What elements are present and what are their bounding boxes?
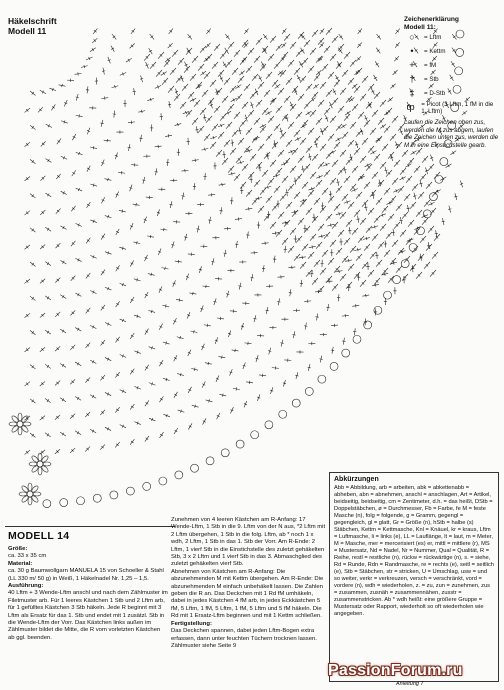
stitch-bar: [169, 204, 172, 205]
legend-symbol-icon: •: [410, 46, 414, 57]
stitch-bar: [175, 91, 178, 92]
stitch-bar: [52, 107, 55, 109]
stitch-bar: [136, 203, 137, 206]
stitch-bar: [207, 324, 208, 327]
stitch-bar: [194, 330, 195, 333]
instruction-paragraph: [171, 621, 326, 643]
stitch-bar: [131, 299, 134, 301]
stitch-bar: [377, 50, 380, 52]
stitch-bar: [236, 387, 237, 390]
picot-mark: [159, 477, 167, 485]
instruction-paragraph: [8, 546, 168, 561]
stitch-bar: [372, 195, 375, 196]
stitch-bar: [140, 78, 143, 79]
stitch-bar: [116, 339, 119, 341]
stitch-bar: [407, 208, 410, 209]
legend-label: = Picot (3 Lftm, 1 fM in die 1. Lftm): [421, 100, 494, 116]
stitch-bar: [47, 194, 49, 197]
stitch-bar: [202, 72, 204, 75]
stitch-bar: [145, 331, 148, 333]
stitch-bar: [62, 330, 64, 333]
stitch-bar: [93, 146, 94, 149]
stitch-bar: [347, 112, 349, 115]
stitch-bar: [47, 228, 49, 231]
stitch-bar: [47, 434, 49, 437]
flower-petal: [28, 497, 32, 505]
legend-symbol-icon: ‡: [409, 88, 415, 99]
flower-petal: [9, 422, 17, 426]
flower-center: [27, 491, 33, 497]
legend-label: = Lftm: [424, 34, 442, 42]
legend-item: [404, 87, 500, 101]
stitch-bar: [210, 105, 213, 106]
stitch-bar: [141, 110, 142, 113]
stitch-bar: [48, 159, 50, 162]
stitch-bar: [63, 261, 65, 264]
abbreviations-box: [329, 472, 499, 682]
stitch-bar: [122, 210, 123, 213]
picot-mark: [342, 349, 350, 357]
legend-symbol-icon: ȹ: [406, 102, 415, 113]
chart-title-line2: Modell 11: [8, 26, 47, 36]
picot-mark: [305, 387, 313, 395]
picot-mark: [330, 362, 338, 370]
stitch-bar: [266, 310, 269, 311]
picot-mark: [292, 399, 300, 407]
stitch-bar: [102, 71, 105, 72]
stitch-bar: [448, 164, 450, 167]
picot-mark: [384, 291, 392, 299]
stitch-bar: [146, 438, 149, 440]
instruction-text: Das Deckchen spannen, dabei jeden Lftm-Bogen extra erfassen, dann unter feuchten Tüchern trocknen lassen.: [171, 628, 317, 642]
stitch-bar: [319, 359, 322, 360]
stitch-bar: [452, 151, 454, 154]
stitch-bar: [280, 131, 283, 132]
stitch-bar: [87, 240, 90, 242]
stitch-bar: [250, 277, 253, 278]
flower-petal: [38, 467, 42, 475]
stitch-bar: [262, 268, 265, 269]
flower-petal: [19, 492, 27, 496]
stitch-bar: [435, 233, 438, 234]
stitch-bar: [160, 398, 163, 400]
flower-petal: [33, 492, 41, 496]
stitch-bar: [47, 365, 49, 368]
stitch-bar: [275, 232, 276, 235]
stitch-bar: [350, 157, 353, 158]
stitch-bar: [58, 140, 61, 142]
flower-petal: [28, 483, 32, 491]
stitch-bar: [249, 381, 250, 384]
stitch-bar: [175, 430, 178, 432]
picot-mark: [77, 497, 85, 505]
stitch-bar: [413, 151, 415, 154]
stitch-bar: [295, 375, 298, 376]
stitch-bar: [293, 334, 296, 335]
stitch-bar: [84, 65, 85, 68]
stitch-bar: [249, 207, 250, 210]
stitch-bar: [47, 399, 49, 402]
legend-item: [404, 59, 500, 73]
stitch-bar: [442, 221, 445, 222]
stitch-bar: [165, 304, 166, 307]
chart-title-line1: Häkelschrift: [8, 16, 57, 26]
stitch-bar: [76, 97, 79, 98]
stitch-bar: [330, 224, 331, 227]
stitch-bar: [204, 148, 205, 151]
stitch-bar: [102, 271, 105, 273]
stitch-bar: [77, 363, 79, 366]
flower-petal: [29, 462, 37, 466]
stitch-bar: [163, 72, 165, 75]
picot-mark: [206, 457, 214, 465]
stitch-bar: [312, 98, 314, 101]
legend-item: [404, 101, 500, 115]
stitch-bar: [47, 262, 49, 265]
legend-symbol-icon: +: [409, 60, 415, 71]
page-footer: Anleitung 7: [396, 681, 424, 687]
stitch-bar: [222, 394, 223, 397]
legend-label: = Kettm: [424, 48, 446, 56]
instruction-text: Abnehmen von Kästchen am R-Anfang: Die abzunehmenden M mit Kettm übergehen. Am R-Ende: Die abzunehmenden M einfach unbehäkelt lassen. Die Zahlen geben die R an. Das Deckchen mit 1 Rd fM umhäkeln, dabei in jedes Kästchen 4 fM arb, in jedes Eckkästchen 5 fM, 5 Lftm, 1 fM, 5 Lftm, 1 fM, 5 Lftm und 5 fM häkeln. Die Rd mit 1 Ersatz-Lftm beginnen und mit 1 Kettm schließen.: [171, 568, 324, 620]
stitch-bar: [100, 123, 103, 124]
stitch-bar: [258, 197, 259, 200]
stitch-bar: [108, 178, 109, 181]
stitch-bar: [222, 356, 223, 359]
stitch-bar: [193, 292, 194, 295]
legend-item: [404, 45, 500, 59]
stitch-bar: [277, 302, 280, 303]
flower-center: [37, 461, 43, 467]
stitch-bar: [225, 50, 228, 52]
instruction-text: ca. 30 g Baumwollgarn MANUELA 15 von Schoeller & Stahl (LL 330 m/ 50 g) in Weiß, 1 Häkelnadel Nr. 1,25 – 1,5.: [8, 568, 164, 582]
instruction-heading: Ausführung:: [8, 583, 44, 590]
stitch-bar: [343, 125, 345, 128]
legend-item: [404, 73, 500, 87]
instruction-paragraph: [8, 561, 168, 583]
legend-symbol-icon: ○: [409, 32, 415, 43]
picot-mark: [60, 499, 68, 507]
stitch-bar: [165, 267, 166, 270]
picot-mark: [126, 487, 134, 495]
picot-mark: [401, 260, 409, 268]
stitch-bar: [92, 48, 94, 51]
picot-mark: [409, 243, 417, 251]
stitch-bar: [339, 50, 342, 52]
stitch-bar: [142, 180, 145, 181]
picot-mark: [93, 494, 101, 502]
picot-mark: [110, 491, 118, 499]
picot-mark: [251, 431, 259, 439]
stitch-bar: [47, 297, 49, 300]
stitch-bar: [343, 170, 346, 171]
stitch-bar: [146, 402, 149, 404]
stitch-bar: [331, 350, 334, 351]
stitch-bar: [62, 398, 64, 401]
stitch-bar: [339, 270, 340, 273]
stitch-bar: [375, 283, 376, 286]
stitch-bar: [77, 397, 79, 400]
stitch-bar: [304, 326, 307, 327]
picot-mark: [265, 421, 273, 429]
stitch-bar: [285, 221, 286, 224]
stitch-bar: [419, 183, 422, 184]
stitch-bar: [308, 112, 310, 115]
stitch-bar: [62, 295, 64, 298]
stitch-bar: [116, 303, 119, 305]
picot-mark: [175, 471, 183, 479]
picot-mark: [374, 306, 382, 314]
stitch-bar: [47, 331, 49, 334]
stitch-bar: [168, 104, 171, 105]
stitch-bar: [376, 63, 379, 65]
stitch-bar: [136, 241, 137, 244]
flower-petal: [23, 422, 31, 426]
stitch-bar: [62, 364, 64, 367]
stitch-bar: [209, 399, 210, 402]
stitch-bar: [151, 273, 152, 276]
crochet-diagram: [0, 24, 470, 524]
stitch-bar: [77, 431, 79, 434]
stitch-bar: [168, 134, 169, 137]
stitch-bar: [235, 244, 238, 245]
watermark-logo: PassionForum.ru: [328, 662, 463, 679]
instruction-heading: Fertigstellung:: [171, 620, 212, 627]
section-divider: [5, 526, 175, 527]
stitch-bar: [231, 172, 232, 175]
stitch-bar: [208, 362, 209, 365]
instruction-heading: Größe:: [8, 546, 28, 552]
stitch-bar: [160, 434, 163, 436]
stitch-bar: [308, 156, 311, 157]
instruction-paragraph: [171, 569, 326, 621]
instructions-column-1: [8, 546, 168, 642]
instruction-paragraph: [171, 643, 326, 650]
stitch-bar: [308, 367, 311, 368]
instruction-text: 40 Lftm + 3 Wende-Lftm anschl und nach dem Zählmuster im Filetmuster arb. Für 1 leeres Kästchen 1 Stb und 2 Lftm arb, für 1 gefülltes Kästchen 3 Stb häkeln. Jede R beginnt mit 3 Lftm als Ersatz für das 1. Stb und endet mit 1 zusätzl. Stb in die Wende-Lftm der Vorr. Das Kästchen links außen im Zählmuster bildet die Mitte, die R vom vorletzten Kästchen ab ggl. beenden.: [8, 590, 168, 641]
stitch-bar: [128, 59, 130, 62]
stitch-bar: [197, 229, 200, 230]
stitch-bar: [62, 84, 63, 87]
flower-petal: [43, 462, 51, 466]
stitch-bar: [114, 85, 115, 88]
instruction-text: ca. 33 x 35 cm: [8, 553, 47, 560]
flower-petal: [18, 413, 22, 421]
stitch-bar: [237, 85, 239, 88]
stitch-bar: [131, 371, 134, 373]
stitch-bar: [179, 298, 180, 301]
stitch-bar: [87, 204, 90, 206]
picot-mark: [43, 500, 51, 508]
stitch-bar: [195, 159, 196, 162]
picot-mark: [279, 410, 287, 418]
legend-title: Zeichenerklärung: [404, 16, 459, 23]
stitch-bar: [312, 245, 313, 248]
stitch-bar: [102, 236, 105, 238]
stitch-bar: [348, 259, 349, 262]
stitch-bar: [194, 368, 195, 371]
stitch-bar: [399, 220, 402, 221]
stitch-bar: [336, 182, 339, 183]
stitch-bar: [222, 183, 223, 186]
picot-mark: [236, 440, 244, 448]
symbol-legend: [404, 16, 500, 150]
stitch-bar: [131, 335, 134, 337]
stitch-bar: [384, 273, 385, 276]
picot-mark: [191, 464, 199, 472]
instruction-text: Zählmuster siehe Seite 9: [171, 642, 237, 649]
stitch-bar: [384, 170, 387, 171]
picot-mark: [143, 482, 151, 490]
legend-note: Laufen die Zeichen oben zus, werden die M zus abgem, laufen die Zeichen unten zus, werden die M in eine Einstichstelle gearb.: [404, 119, 499, 149]
stitch-bar: [128, 147, 131, 148]
stitch-bar: [150, 235, 151, 238]
legend-symbol-icon: †: [409, 74, 415, 85]
stitch-bar: [239, 286, 242, 287]
stitch-bar: [448, 209, 451, 210]
stitch-bar: [116, 267, 119, 269]
legend-label: = D-Stb: [424, 90, 446, 98]
stitch-bar: [181, 196, 184, 197]
instruction-paragraph: [8, 583, 168, 642]
picot-mark: [393, 276, 401, 284]
picot-mark: [318, 375, 326, 383]
instruction-text: Zunehmen von 4 leeren Kästchen am R-Anfang: 17 Wende-Lftm, 1 Stb in die 9. Lftm von der N aus, *2 Lftm mit 2 Lftm übergehen, 1 Stb in die folg. Lftm, ab * noch 1 x wdh, 2 Lftm, 1 Stb in das 1. Stb der Vorr. Am R-Ende: 2 Lftm, 1 vierf Stb in die Einstichstelle des zuletzt gehäkelten Stb, 3 x 2 Lftm und 1 vierf Stb in das 3. Abmaschglied des zuletzt gehäkelten vierf Stb.: [171, 517, 326, 568]
abbreviations-text: Abb = Abbildung, arb = arbeiten, abk = abkettenabb = abheben, abn = abnehmen, anschl = anschlagen, Art = Artikel, beidseitig, beidseitig, cm = Zentimeter, d.h. = das heißt, DStb = Doppelstäbchen, ø = Durchmesser, Fb = Farbe, fe M = feste Masche (n), folg = folgende, g = Gramm, gegengl = gegengleich, gl = glatt, Gr = Größe (n), hStb = halbe (s) Stäbchen, Kettm = Kettmasche, Knl = Knäuel, kr = kraus, Lftm = Luftmasche, li = links (e), LL = Lauflänge, lt = laut, m = Meter, M = Masche, mer = mercerisiert (es) er, mittl = mittlere (r), MS = Mustersatz, Nd = Nadel, Nr = Nummer, Qual = Qualität, R = Reihe, restl = restliche (n), rückw = rückwärtige (n), s. = siehe, Rd = Runde, Rdn = Randmasche, re = rechts (e), seitl = seitlich (e), Stb = Stäbchen, str = stricken, U = Umschlag, usw = und so weiter, verkr = verkreuzen, versch = verschränkt, vord = vordere (n), wdh = wiederholen, z. = zu, zun = zunehmen, zus = zusammen, zusnäh = zusammennähen, zusstr = zusammenstricken. Ab * wdh heißt: eine größere Gruppe = Mustersatz oder Rapport, wiederholt so oft wiederholen wie angegeben.: [334, 485, 494, 617]
picot-mark: [429, 193, 437, 201]
legend-label: = Stb: [424, 76, 439, 84]
picot-mark: [221, 449, 229, 457]
picot-mark: [440, 158, 448, 166]
picot-mark: [353, 335, 361, 343]
stitch-bar: [238, 130, 241, 131]
stitch-bar: [62, 433, 64, 436]
stitch-bar: [253, 318, 256, 319]
stitch-bar: [267, 186, 268, 189]
stitch-bar: [366, 294, 367, 297]
stitch-bar: [301, 169, 304, 170]
stitch-bar: [208, 220, 211, 221]
stitch-bar: [160, 362, 163, 364]
flower-center: [17, 421, 23, 427]
section-title: MODELL 14: [8, 530, 70, 542]
stitch-bar: [315, 144, 318, 145]
stitch-bar: [382, 125, 384, 128]
stitch-bar: [357, 248, 358, 251]
stitch-bar: [180, 336, 181, 339]
stitch-bar: [72, 172, 75, 174]
abbreviations-title: Abkürzungen: [334, 476, 379, 483]
stitch-bar: [413, 196, 416, 197]
instruction-paragraph: [171, 517, 326, 569]
stitch-bar: [224, 253, 227, 254]
stitch-bar: [145, 367, 148, 369]
stitch-bar: [454, 196, 457, 197]
stitch-bar: [364, 207, 367, 208]
legend-subtitle: Modell 11:: [404, 23, 436, 31]
stitch-bar: [155, 171, 158, 172]
legend-item: [404, 31, 500, 45]
stitch-bar: [79, 114, 80, 117]
stitch-bar: [211, 261, 214, 262]
stitch-bar: [281, 343, 284, 344]
stitch-bar: [245, 118, 248, 119]
picot-mark: [423, 210, 431, 218]
instructions-column-2: [171, 517, 326, 650]
legend-label: = fM: [424, 62, 437, 70]
flower-petal: [18, 427, 22, 435]
instruction-heading: Material:: [8, 560, 33, 567]
stitch-bar: [203, 117, 206, 118]
stitch-bar: [321, 235, 322, 238]
